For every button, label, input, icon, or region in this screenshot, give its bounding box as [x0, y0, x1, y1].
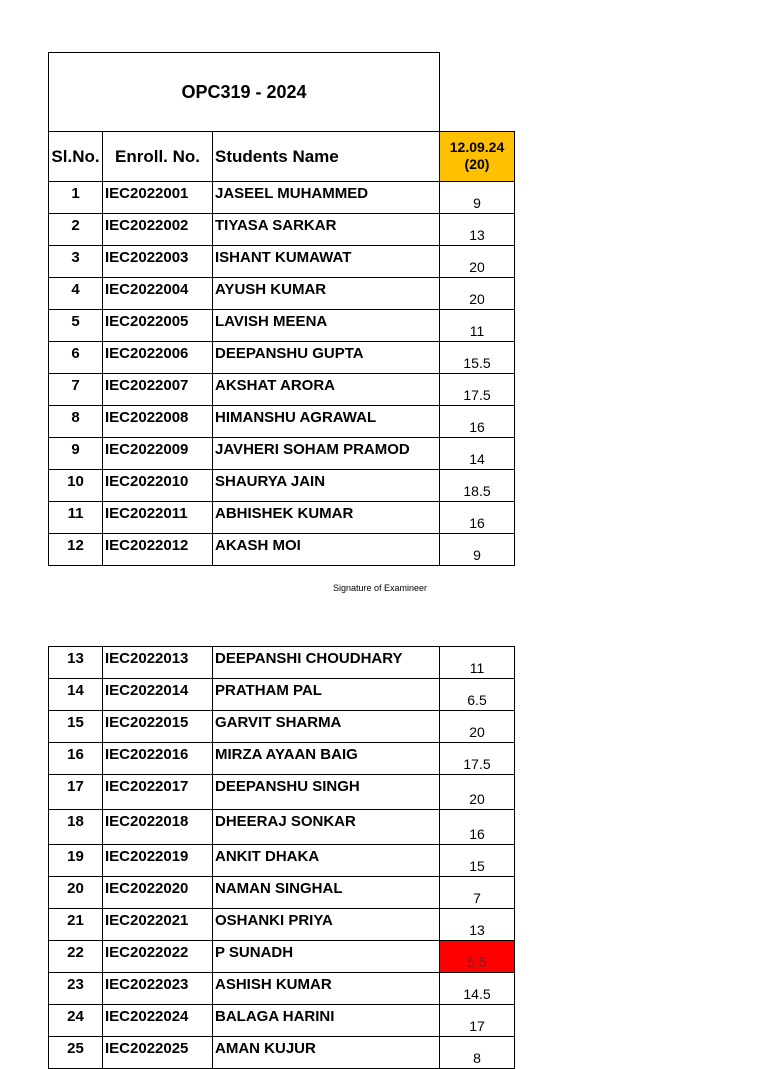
row-mark: 17.5	[440, 374, 515, 406]
row-mark: 18.5	[440, 470, 515, 502]
marks-table-page-1	[48, 52, 515, 566]
signature-label: Signature of Examineer	[333, 583, 428, 593]
row-enroll-no: IEC2022020	[103, 877, 213, 909]
row-student-name: DHEERAJ SONKAR	[213, 810, 440, 845]
row-sl-no: 23	[49, 973, 103, 1005]
row-student-name: AYUSH KUMAR	[213, 278, 440, 310]
row-enroll-no: IEC2022019	[103, 845, 213, 877]
row-mark: 9	[440, 182, 515, 214]
row-mark: 16	[440, 406, 515, 438]
row-enroll-no: IEC2022014	[103, 679, 213, 711]
row-enroll-no: IEC2022006	[103, 342, 213, 374]
row-enroll-no: IEC2022007	[103, 374, 213, 406]
row-mark: 14.5	[440, 973, 515, 1005]
row-mark: 15.5	[440, 342, 515, 374]
row-mark: 20	[440, 775, 515, 810]
blank-cell	[440, 53, 515, 132]
table-row	[49, 1005, 515, 1037]
table-row	[49, 502, 515, 534]
row-enroll-no: IEC2022009	[103, 438, 213, 470]
row-enroll-no: IEC2022015	[103, 711, 213, 743]
row-enroll-no: IEC2022001	[103, 182, 213, 214]
row-enroll-no: IEC2022012	[103, 534, 213, 566]
row-student-name: NAMAN SINGHAL	[213, 877, 440, 909]
row-sl-no: 15	[49, 711, 103, 743]
table-row	[49, 810, 515, 845]
row-student-name: OSHANKI PRIYA	[213, 909, 440, 941]
row-mark: 5.5	[440, 941, 515, 973]
table-row	[49, 406, 515, 438]
table-row	[49, 246, 515, 278]
table-row	[49, 679, 515, 711]
row-student-name: GARVIT SHARMA	[213, 711, 440, 743]
row-student-name: AKASH MOI	[213, 534, 440, 566]
row-student-name: TIYASA SARKAR	[213, 214, 440, 246]
table-row	[49, 182, 515, 214]
row-enroll-no: IEC2022010	[103, 470, 213, 502]
row-student-name: DEEPANSHU SINGH	[213, 775, 440, 810]
row-sl-no: 12	[49, 534, 103, 566]
row-mark: 8	[440, 1037, 515, 1069]
row-mark: 16	[440, 810, 515, 845]
row-enroll-no: IEC2022011	[103, 502, 213, 534]
row-student-name: P SUNADH	[213, 941, 440, 973]
row-sl-no: 25	[49, 1037, 103, 1069]
table-row	[49, 941, 515, 973]
table-row	[49, 743, 515, 775]
row-mark: 11	[440, 647, 515, 679]
row-mark: 16	[440, 502, 515, 534]
table-row	[49, 534, 515, 566]
row-sl-no: 7	[49, 374, 103, 406]
table-row	[49, 310, 515, 342]
row-sl-no: 6	[49, 342, 103, 374]
table-row	[49, 470, 515, 502]
row-student-name: LAVISH MEENA	[213, 310, 440, 342]
row-sl-no: 21	[49, 909, 103, 941]
row-mark: 17.5	[440, 743, 515, 775]
row-enroll-no: IEC2022008	[103, 406, 213, 438]
table-row	[49, 877, 515, 909]
row-sl-no: 13	[49, 647, 103, 679]
table-row	[49, 973, 515, 1005]
row-sl-no: 11	[49, 502, 103, 534]
row-student-name: AKSHAT ARORA	[213, 374, 440, 406]
row-student-name: BALAGA HARINI	[213, 1005, 440, 1037]
row-enroll-no: IEC2022017	[103, 775, 213, 810]
row-sl-no: 18	[49, 810, 103, 845]
row-student-name: ANKIT DHAKA	[213, 845, 440, 877]
row-enroll-no: IEC2022003	[103, 246, 213, 278]
table-row	[49, 214, 515, 246]
sheet-title: OPC319 - 2024	[49, 53, 440, 132]
row-sl-no: 9	[49, 438, 103, 470]
table-row	[49, 1037, 515, 1069]
header-max-marks: (20)	[464, 155, 490, 172]
table-row	[49, 647, 515, 679]
row-sl-no: 16	[49, 743, 103, 775]
row-enroll-no: IEC2022025	[103, 1037, 213, 1069]
row-student-name: ABHISHEK KUMAR	[213, 502, 440, 534]
header-row	[49, 132, 515, 182]
row-mark: 13	[440, 214, 515, 246]
table-row	[49, 845, 515, 877]
row-sl-no: 5	[49, 310, 103, 342]
row-enroll-no: IEC2022016	[103, 743, 213, 775]
row-student-name: SHAURYA JAIN	[213, 470, 440, 502]
row-enroll-no: IEC2022013	[103, 647, 213, 679]
table-row	[49, 711, 515, 743]
row-enroll-no: IEC2022002	[103, 214, 213, 246]
row-mark: 17	[440, 1005, 515, 1037]
row-mark: 6.5	[440, 679, 515, 711]
row-sl-no: 1	[49, 182, 103, 214]
row-student-name: DEEPANSHU GUPTA	[213, 342, 440, 374]
row-sl-no: 22	[49, 941, 103, 973]
table-row	[49, 374, 515, 406]
row-mark: 20	[440, 711, 515, 743]
row-sl-no: 3	[49, 246, 103, 278]
row-student-name: MIRZA AYAAN BAIG	[213, 743, 440, 775]
row-sl-no: 4	[49, 278, 103, 310]
row-mark: 14	[440, 438, 515, 470]
row-enroll-no: IEC2022024	[103, 1005, 213, 1037]
row-sl-no: 19	[49, 845, 103, 877]
row-student-name: JAVHERI SOHAM PRAMOD	[213, 438, 440, 470]
row-sl-no: 14	[49, 679, 103, 711]
row-student-name: DEEPANSHI CHOUDHARY	[213, 647, 440, 679]
row-sl-no: 8	[49, 406, 103, 438]
row-student-name: PRATHAM PAL	[213, 679, 440, 711]
header-sl-no: Sl.No.	[49, 132, 103, 182]
header-date	[440, 132, 515, 182]
header-date-value: 12.09.24	[449, 138, 505, 155]
row-enroll-no: IEC2022021	[103, 909, 213, 941]
row-enroll-no: IEC2022023	[103, 973, 213, 1005]
row-enroll-no: IEC2022005	[103, 310, 213, 342]
table-row	[49, 438, 515, 470]
row-sl-no: 24	[49, 1005, 103, 1037]
row-sl-no: 2	[49, 214, 103, 246]
row-enroll-no: IEC2022018	[103, 810, 213, 845]
table-row	[49, 775, 515, 810]
row-student-name: JASEEL MUHAMMED	[213, 182, 440, 214]
header-enroll-no: Enroll. No.	[103, 132, 213, 182]
row-enroll-no: IEC2022022	[103, 941, 213, 973]
row-student-name: HIMANSHU AGRAWAL	[213, 406, 440, 438]
header-student-name: Students Name	[213, 132, 440, 182]
row-mark: 7	[440, 877, 515, 909]
row-sl-no: 10	[49, 470, 103, 502]
row-student-name: ISHANT KUMAWAT	[213, 246, 440, 278]
row-enroll-no: IEC2022004	[103, 278, 213, 310]
row-student-name: ASHISH KUMAR	[213, 973, 440, 1005]
row-sl-no: 17	[49, 775, 103, 810]
row-mark: 13	[440, 909, 515, 941]
row-mark: 20	[440, 246, 515, 278]
row-mark: 11	[440, 310, 515, 342]
row-student-name: AMAN KUJUR	[213, 1037, 440, 1069]
marks-table-page-2	[48, 646, 515, 1069]
row-mark: 15	[440, 845, 515, 877]
table-row	[49, 909, 515, 941]
table-row	[49, 342, 515, 374]
table-row	[49, 278, 515, 310]
row-mark: 20	[440, 278, 515, 310]
row-mark: 9	[440, 534, 515, 566]
row-sl-no: 20	[49, 877, 103, 909]
